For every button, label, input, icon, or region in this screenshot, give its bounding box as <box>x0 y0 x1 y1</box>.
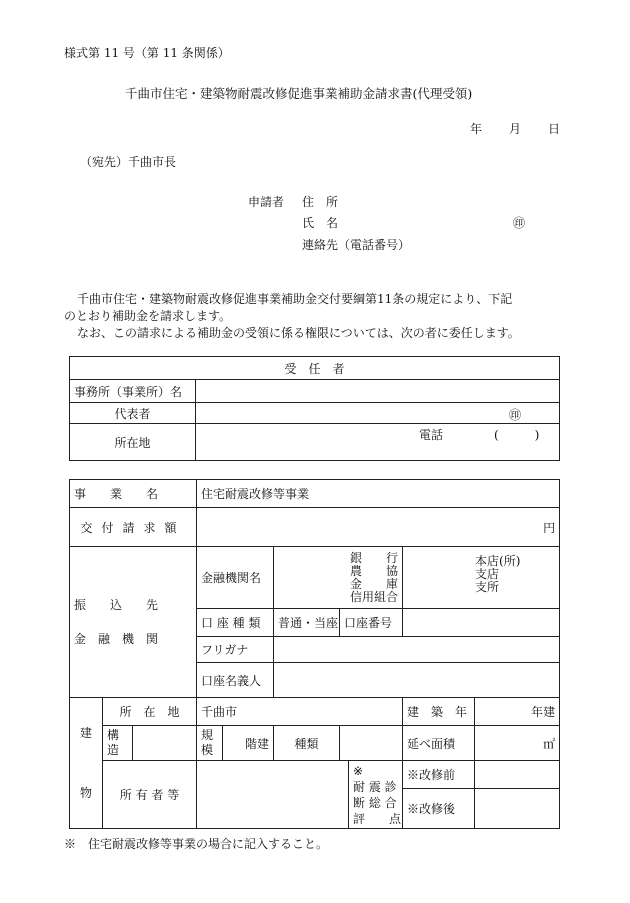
representative-label: 代表者 <box>70 403 196 424</box>
account-type-label: 口 座 種 類 <box>197 609 274 637</box>
applicant-name-label: 氏 名 <box>302 216 339 230</box>
branch-type-sub-branch: 支所 <box>475 580 500 594</box>
seismic-score-mark: ※ <box>353 763 364 778</box>
account-holder-label: 口座名義人 <box>197 663 274 698</box>
after-label: ※改修後 <box>403 789 475 829</box>
form-number: 様式第 11 号（第 11 条関係） <box>64 46 230 60</box>
floor-area-field[interactable] <box>475 726 560 761</box>
building-label-1: 建 <box>79 726 92 740</box>
seismic-score-line-3: 評 点 <box>353 811 402 826</box>
date-year: 年 <box>470 122 483 136</box>
building-location-label: 所 在 地 <box>103 698 197 726</box>
building-label <box>70 698 103 829</box>
structure-label-2: 造 <box>107 743 120 757</box>
date-day: 日 <box>548 122 561 136</box>
detail-table <box>69 479 560 829</box>
scale-label <box>197 726 223 761</box>
bank-type-shinkin: 金 庫 <box>350 576 399 591</box>
built-year-label: 建 築 年 <box>403 698 475 726</box>
office-name-field[interactable] <box>196 380 560 403</box>
delegate-header: 受 任 者 <box>70 357 560 380</box>
delegate-phone-label: 電話 <box>419 428 444 442</box>
transfer-label <box>70 547 197 698</box>
structure-field[interactable] <box>133 726 197 761</box>
floor-area-unit: ㎡ <box>543 736 556 751</box>
branch-type-branch: 支店 <box>475 567 500 581</box>
delegate-location-field[interactable] <box>196 424 560 461</box>
scale-label-2: 模 <box>201 743 214 757</box>
scale-label-1: 規 <box>201 728 214 742</box>
representative-field[interactable] <box>196 403 560 424</box>
built-year-unit: 年建 <box>531 705 556 719</box>
branch-type-options <box>403 547 560 609</box>
applicant-contact-label: 連絡先（電話番号） <box>302 238 411 252</box>
furigana-field[interactable] <box>274 637 560 663</box>
project-value: 住宅耐震改修等事業 <box>197 480 560 508</box>
after-field[interactable] <box>475 789 560 829</box>
date-month: 月 <box>509 122 522 136</box>
page-title: 千曲市住宅・建築物耐震改修促進事業補助金請求書(代理受領) <box>125 86 473 101</box>
addressee: （宛先）千曲市長 <box>80 155 177 169</box>
floors-unit: 階建 <box>245 736 270 751</box>
owner-field[interactable] <box>197 761 349 829</box>
account-number-field[interactable] <box>403 609 560 637</box>
floor-area-label: 延べ面積 <box>403 726 475 761</box>
delegate-location-label: 所在地 <box>70 424 196 461</box>
branch-type-head-office: 本店(所) <box>475 554 521 568</box>
amount-label: 交付請求額 <box>70 508 197 547</box>
furigana-label: フリガナ <box>197 637 274 663</box>
floors-field[interactable] <box>223 726 274 761</box>
bank-name-label: 金融機関名 <box>197 547 274 609</box>
account-number-label: 口座番号 <box>340 609 403 637</box>
kind-label: 種類 <box>274 726 340 761</box>
applicant-address-label: 住 所 <box>302 195 339 209</box>
before-label: ※改修前 <box>403 761 475 789</box>
building-location-value: 千曲市 <box>197 698 403 726</box>
bank-type-agri: 農 協 <box>350 563 399 578</box>
bank-type-options <box>274 547 403 609</box>
transfer-label-1: 振 込 先 <box>74 598 159 612</box>
body-line-3: なお、この請求による補助金の受領に係る権限については、次の者に委任します。 <box>77 326 520 340</box>
body-line-1: 千曲市住宅・建築物耐震改修促進事業補助金交付要綱第11条の規定により、下記 <box>77 292 513 306</box>
owner-label: 所 有 者 等 <box>103 761 197 829</box>
account-holder-field[interactable] <box>274 663 560 698</box>
structure-label-1: 構 <box>107 728 120 742</box>
account-type-value: 普通・当座 <box>274 609 340 637</box>
representative-seal: ㊞ <box>509 408 522 422</box>
built-year-field[interactable] <box>475 698 560 726</box>
bank-type-bank: 銀 行 <box>350 550 399 565</box>
amount-unit: 円 <box>543 520 556 535</box>
bank-type-credit-union: 信用組合 <box>350 589 399 604</box>
delegate-table <box>69 356 560 461</box>
before-field[interactable] <box>475 761 560 789</box>
amount-field[interactable] <box>197 508 560 547</box>
seismic-score-line-1: 耐 震 診 <box>353 779 397 794</box>
project-label: 事 業 名 <box>70 480 197 508</box>
seismic-score-line-2: 断 総 合 <box>353 795 397 810</box>
office-name-label: 事務所（事業所）名 <box>70 380 196 403</box>
seismic-score-label <box>349 761 403 829</box>
footnote: ※ 住宅耐震改修等事業の場合に記入すること。 <box>64 837 329 851</box>
transfer-label-2: 金 融 機 関 <box>74 632 159 646</box>
kind-field[interactable] <box>340 726 403 761</box>
building-label-2: 物 <box>79 786 92 800</box>
body-line-2: のとおり補助金を請求します。 <box>64 309 232 323</box>
delegate-phone-parens: ( ) <box>494 428 540 442</box>
applicant-label: 申請者 <box>248 195 285 209</box>
applicant-seal: ㊞ <box>513 216 526 230</box>
structure-label <box>103 726 133 761</box>
